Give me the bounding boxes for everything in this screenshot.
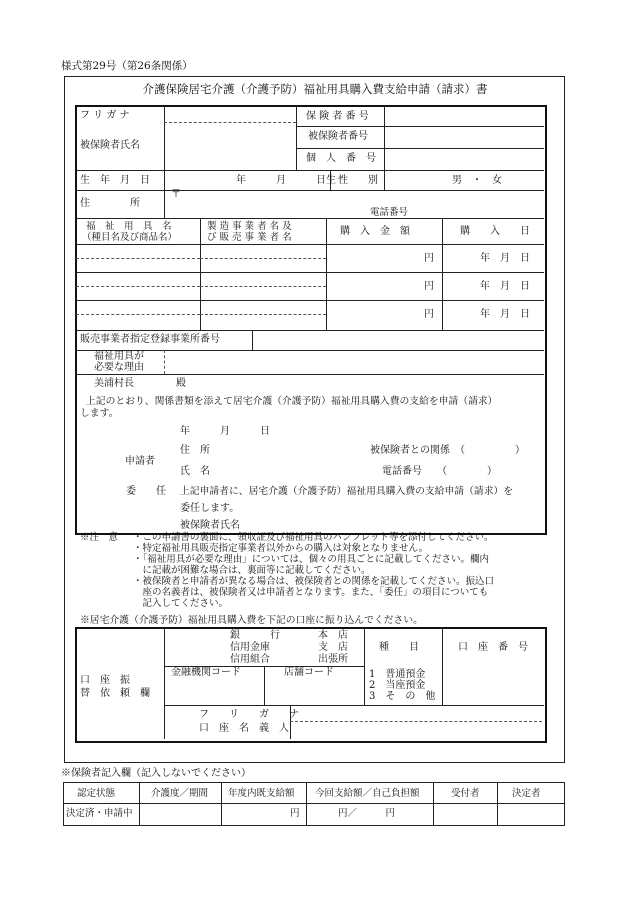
insurer-header-receiver: 受付者 [451, 788, 480, 799]
reason-label-1: 福祉用具が [94, 351, 144, 362]
bank-type[interactable]: 銀 行 [230, 630, 280, 641]
insurer-header-status: 認定状態 [77, 788, 116, 799]
date-ymd-2: 年 月 日 [480, 281, 530, 292]
note-item: に記載が困難な場合は、裏面等に記載してください。 [133, 565, 371, 576]
insurer-cell-status: 決定済・申請中 [66, 808, 133, 819]
holder-field[interactable] [292, 706, 542, 738]
date-ymd-3: 年 月 日 [480, 309, 530, 320]
entrust-label: 委 任 [126, 486, 166, 497]
entrust-line-1: 上記申請者に、居宅介護（介護予防）福祉用具購入費の支給申請（請求）を [180, 486, 514, 497]
personal-no-field[interactable] [386, 150, 542, 168]
head-office-type[interactable]: 本 店 [318, 630, 348, 641]
application-date[interactable]: 年 月 日 [180, 426, 270, 437]
institution-code-label: 金融機関コード [171, 667, 241, 678]
insurer-header-decider: 決定者 [512, 788, 541, 799]
branch-type[interactable]: 支 店 [318, 642, 348, 653]
birth-date-field[interactable]: 年 月 日生 [236, 175, 336, 186]
reason-label-2: 必要な理由 [94, 362, 144, 373]
postal-mark: 〒 [171, 189, 181, 200]
statement-line-1: 上記のとおり、関係書類を添えて居宅介護（介護予防）福祉用具購入費の支給を申請（請求） [86, 396, 498, 407]
applicant-name-label: 氏 名 [180, 466, 210, 477]
applicant-phone-label: 電話番号 （ ） [382, 466, 497, 477]
note-item: ・「福祉用具が必要な理由」については、個々の用具ごとに記載してください。欄内 [133, 554, 490, 565]
note-item: ・この申請書の裏面に、領収証及び福祉用具のパンフレット等を添付してください。 [133, 532, 494, 543]
maker-subheader: び 販 売 事 業 者 名 [207, 232, 292, 243]
applicant-address-label: 住 所 [180, 445, 210, 456]
purchase-date-header: 購 入 日 [460, 226, 530, 237]
amount-header: 購 入 金 額 [340, 226, 410, 237]
account-number-header: 口 座 番 号 [458, 642, 528, 653]
sub-branch-type[interactable]: 出張所 [318, 654, 348, 665]
insured-no-field[interactable] [386, 128, 542, 146]
maker-header: 製 造 事 業 者 名 及 [207, 221, 292, 232]
amount-yen-2: 円 [424, 281, 434, 292]
account-number-field[interactable] [444, 667, 542, 704]
address-field[interactable] [166, 191, 366, 216]
note-item: 座の名義者は、被保険者又は申請者となります。また、「委任」の項目についても [133, 587, 489, 598]
birth-date-label: 生 年 月 日 [80, 175, 150, 186]
form-number: 様式第29号（第26条関係） [61, 60, 193, 72]
kind-checking[interactable]: 2 当座預金 [369, 680, 426, 691]
kind-other[interactable]: 3 そ の 他 [369, 691, 436, 702]
bank-left-label-1: 口 座 振 [80, 675, 130, 686]
insurer-no-field[interactable] [386, 107, 542, 125]
furigana-label: フ リ ガ ナ [80, 110, 130, 121]
account-kind-header: 種 目 [379, 642, 419, 653]
item-name-subheader: （種目名及び商品名） [82, 232, 178, 243]
insurer-header-current: 今回支給額／自己負担額 [315, 788, 420, 799]
holder-furigana-label: フ リ ガ ナ [199, 709, 299, 720]
gender-label: 性 別 [338, 175, 378, 186]
item-name-field-3[interactable] [77, 301, 199, 329]
branch-code-label: 店舗コード [284, 667, 334, 678]
dono-label: 殿 [176, 378, 186, 389]
address-label: 住 所 [80, 198, 140, 209]
entrust-insured-name: 被保険者氏名 [180, 520, 240, 531]
item-name-field-2[interactable] [77, 273, 199, 299]
gender-choice[interactable]: 男 ・ 女 [452, 175, 502, 186]
insurer-header-care-level: 介護度／期間 [151, 788, 209, 799]
page-title: 介護保険居宅介護（介護予防）福祉用具購入費支給申請（請求）書 [142, 82, 488, 96]
amount-yen-3: 円 [424, 309, 434, 320]
reason-field[interactable] [166, 351, 542, 373]
shop-reg-no-label: 販売事業者指定登録事業所番号 [80, 334, 220, 345]
phone-label: 電話番号 [370, 207, 409, 218]
insured-no-label: 被保険者番号 [308, 131, 368, 142]
relation-label: 被保険者との関係 （ ） [370, 445, 525, 456]
insurer-header-paid: 年度内既支給額 [228, 788, 295, 799]
insurer-cell-paid: 円 [290, 808, 300, 819]
note-item: ・特定福祉用具販売指定事業者以外からの購入は対象となりません。 [133, 543, 429, 554]
item-name-header: 福 祉 用 具 名 [86, 221, 172, 232]
holder-label: 口 座 名 義 人 [199, 723, 289, 734]
shop-reg-no-field[interactable] [254, 331, 542, 349]
insured-name-field[interactable] [166, 124, 294, 168]
amount-yen-1: 円 [424, 253, 434, 264]
item-name-field-1[interactable] [77, 245, 199, 271]
applicant-label: 申請者 [125, 456, 155, 467]
credit-coop-type[interactable]: 信用組合 [230, 654, 270, 665]
notes-heading: ※注 意 [80, 532, 119, 543]
note-item: 記入してください。 [133, 598, 229, 609]
statement-line-2: します。 [80, 408, 119, 419]
insurer-cell-current: 円／ 円 [338, 808, 396, 819]
date-ymd-1: 年 月 日 [480, 253, 530, 264]
bank-left-label-2: 替 依 頼 欄 [80, 688, 150, 699]
insurer-no-label: 保 険 者 番 号 [306, 111, 369, 122]
personal-no-label: 個 人 番 号 [306, 153, 376, 164]
insurer-note: ※保険者記入欄（記入しないでください） [61, 768, 251, 779]
note-item: ・被保険者と申請者が異なる場合は、被保険者との関係を記載してください。振込口 [133, 576, 495, 587]
credit-union-type[interactable]: 信用金庫 [230, 642, 270, 653]
furigana-field[interactable] [166, 107, 294, 121]
kind-ordinary[interactable]: 1 普通預金 [369, 669, 426, 680]
mayor-label: 美浦村長 [94, 378, 134, 389]
insured-name-label: 被保険者氏名 [80, 140, 140, 151]
entrust-line-2: 委任します。 [180, 503, 240, 514]
bank-intro: ※居宅介護（介護予防）福祉用具購入費を下記の口座に振り込んでください。 [80, 615, 423, 626]
